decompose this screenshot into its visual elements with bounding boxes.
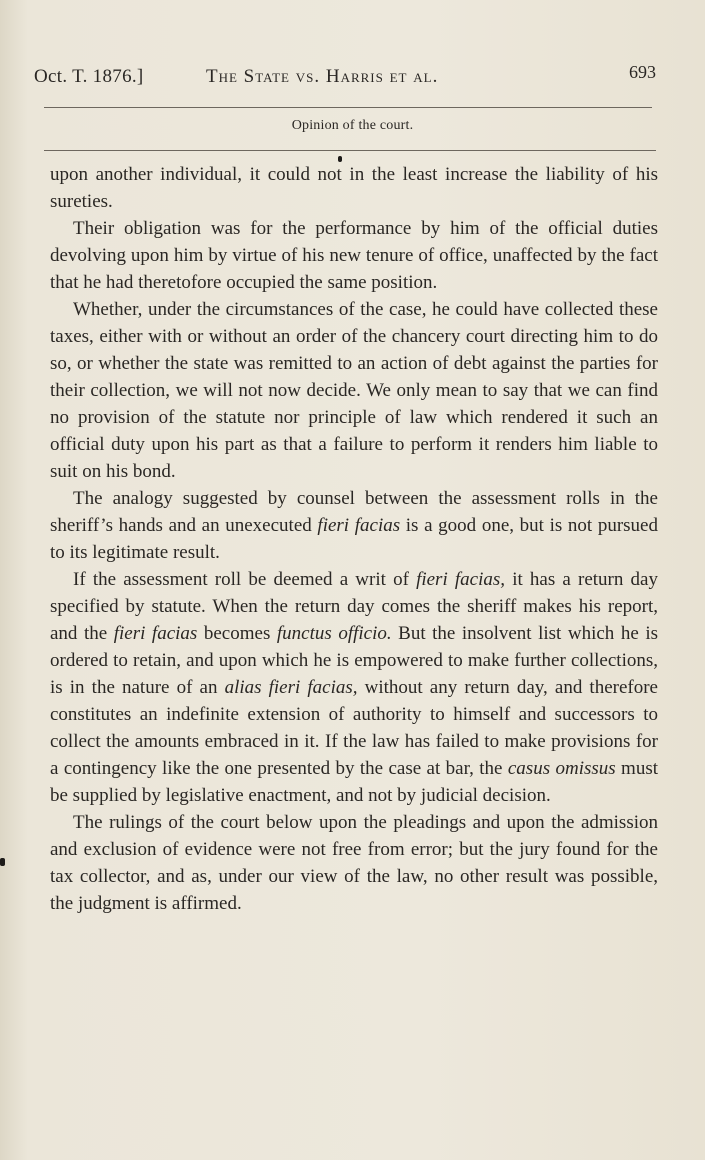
case-title: The State vs. Harris et al.	[206, 66, 439, 87]
latin-term: casus omissus	[507, 758, 616, 779]
section-caption: Opinion of the court.	[291, 118, 414, 133]
text-run: If the assessment roll be deemed a writ of	[73, 569, 417, 590]
page-number: 693	[629, 62, 656, 82]
text-run: without any return day, and therefore constitutes an indefinite extension of authority to himself and successors to collect the amounts embraced in it. If the law has failed to make provisions for a contingency like the one presented by the case at bar, the	[50, 677, 658, 779]
latin-term: functus officio.	[276, 623, 392, 644]
paragraph	[50, 485, 658, 566]
paragraph	[50, 161, 658, 215]
text-run: is a good one, but is not pursued to its legitimate result.	[50, 515, 658, 563]
text-run: The analogy suggested by counsel between the assessment rolls in the sheriff’s hands and an unexecuted	[50, 488, 658, 536]
ink-blot	[0, 858, 5, 866]
term-label: Oct. T. 1876.]	[34, 66, 144, 87]
latin-term: alias fieri facias,	[224, 677, 358, 698]
running-head	[34, 62, 656, 92]
latin-term: fieri facias,	[416, 569, 506, 590]
opinion-body	[50, 161, 658, 917]
text-run: must be supplied by legislative enactment, and not by judicial decision.	[50, 758, 659, 806]
paragraph	[50, 215, 658, 296]
header-rule-bottom	[44, 150, 656, 151]
text-run: becomes	[197, 623, 277, 644]
text-run: Whether, under the circumstances of the case, he could have collected these taxes, either with or without an order of the chancery court directing him to do so, or whether the state was remitted to an action of debt against the parties for their collection, we will not now decide. We only mean to say that we can find no provision of the statute nor principle of law which rendered it such an official duty upon his part as that a failure to perform it renders him liable to suit on his bond.	[50, 299, 658, 482]
text-run: The rulings of the court below upon the pleadings and upon the admission and exclusion of evidence were not free from error; but the jury found for the tax collector, and as, under our view of the law, no other result was possible, the judgment is affirmed.	[50, 812, 658, 914]
paragraph	[50, 809, 658, 917]
paragraph	[50, 566, 658, 809]
text-run: upon another individual, it could not in the least increase the liability of his sureties.	[50, 164, 658, 212]
ink-blot	[338, 156, 342, 162]
header-rule-top	[44, 107, 652, 108]
text-run: it has a return day specified by statute. When the return day comes the sheriff makes his report, and the	[50, 569, 658, 644]
latin-term: fieri facias	[113, 623, 198, 644]
paragraph	[50, 296, 658, 485]
text-run: But the insolvent list which he is ordered to retain, and upon which he is empowered to make further collections, is in the nature of an	[50, 623, 658, 698]
text-run: Their obligation was for the performance by him of the official duties devolving upon him by virtue of his new tenure of office, unaffected by the fact that he had theretofore occupied the same position.	[50, 218, 658, 293]
latin-term: fieri facias	[317, 515, 401, 536]
